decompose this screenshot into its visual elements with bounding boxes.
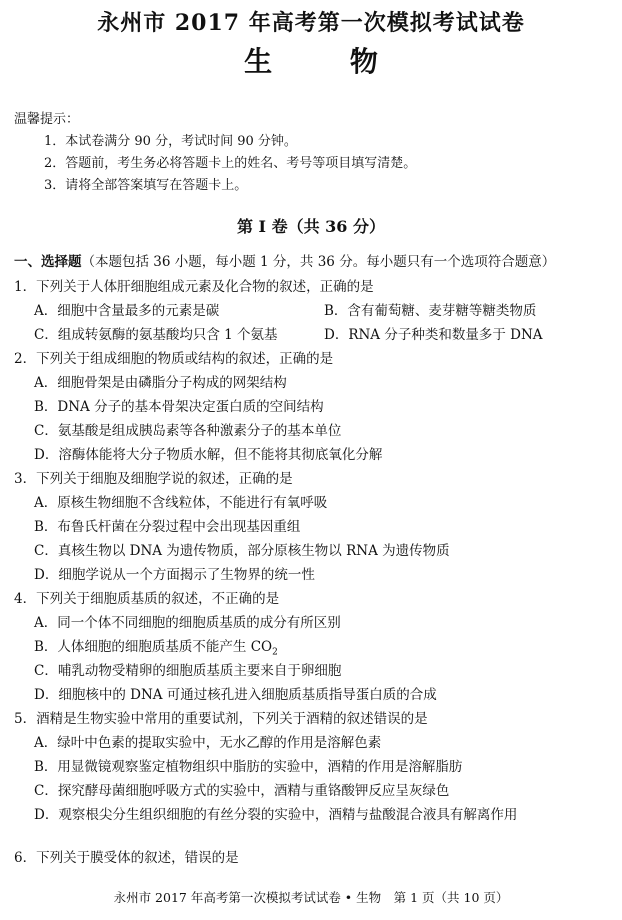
option: D．RNA 分子种类和数量多于 DNA [324,327,543,343]
tips-heading: 温馨提示： [14,112,80,127]
option: D．溶酶体能将大分子物质水解，但不能将其彻底氧化分解 [34,447,383,463]
section-intro-text: （本题包括 36 小题，每小题 1 分，共 36 分。每小题只有一个选项符合题意） [81,254,556,270]
section-intro-label: 一、选择题 [14,254,82,270]
option: A．细胞中含量最多的元素是碳 [34,303,220,319]
option: A．绿叶中色素的提取实验中，无水乙醇的作用是溶解色素 [34,735,382,751]
page-footer: 永州市 2017 年高考第一次模拟考试试卷 • 生物 第 1 页（共 10 页） [113,890,509,905]
question-stem: 4．下列关于细胞质基质的叙述，不正确的是 [14,591,280,607]
option: D．观察根尖分生组织细胞的有丝分裂的实验中，酒精与盐酸混合液具有解离作用 [34,807,518,823]
tip-item: 1．本试卷满分 90 分，考试时间 90 分钟。 [44,134,297,149]
tip-item: 2．答题前，考生务必将答题卡上的姓名、考号等项目填写清楚。 [44,156,417,171]
question-stem: 3．下列关于细胞及细胞学说的叙述，正确的是 [14,471,293,487]
option: D．细胞学说从一个方面揭示了生物界的统一性 [34,567,315,583]
exam-title: 永州市 2017 年高考第一次模拟考试试卷 [97,10,525,36]
section-title: 第 Ⅰ 卷（共 36 分） [236,217,386,236]
option: C．探究酵母菌细胞呼吸方式的实验中，酒精与重铬酸钾反应呈灰绿色 [34,783,450,799]
option: C．真核生物以 DNA 为遗传物质，部分原核生物以 RNA 为遗传物质 [34,543,450,559]
option: C．氨基酸是组成胰岛素等各种激素分子的基本单位 [34,423,342,439]
option: A．细胞骨架是由磷脂分子构成的网架结构 [34,375,287,391]
option: C．组成转氨酶的氨基酸均只含 1 个氨基 [34,327,278,343]
question-stem: 5．酒精是生物实验中常用的重要试剂，下列关于酒精的叙述错误的是 [14,711,428,727]
option-text: B．人体细胞的细胞质基质不能产生 CO [34,639,273,655]
option: B．布鲁氏杆菌在分裂过程中会出现基因重组 [34,519,301,535]
option: C．哺乳动物受精卵的细胞质基质主要来自于卵细胞 [34,663,342,679]
option [34,635,278,658]
question-stem: 2．下列关于组成细胞的物质或结构的叙述，正确的是 [14,351,334,367]
tip-item: 3．请将全部答案填写在答题卡上。 [44,178,248,193]
option: B．用显微镜观察鉴定植物组织中脂肪的实验中，酒精的作用是溶解脂肪 [34,759,463,775]
subject-title: 生 物 [244,45,412,78]
question-stem: 6．下列关于膜受体的叙述，错误的是 [14,850,239,866]
option: A．同一个体不同细胞的细胞质基质的成分有所区别 [34,615,341,631]
question-stem: 1．下列关于人体肝细胞组成元素及化合物的叙述，正确的是 [14,279,374,295]
section-intro [14,250,555,270]
option: D．细胞核中的 DNA 可通过核孔进入细胞质基质指导蛋白质的合成 [34,687,437,703]
option: A．原核生物细胞不含线粒体，不能进行有氧呼吸 [34,495,328,511]
option: B．含有葡萄糖、麦芽糖等糖类物质 [324,303,537,319]
subscript: 2 [272,647,278,658]
option: B．DNA 分子的基本骨架决定蛋白质的空间结构 [34,399,324,415]
